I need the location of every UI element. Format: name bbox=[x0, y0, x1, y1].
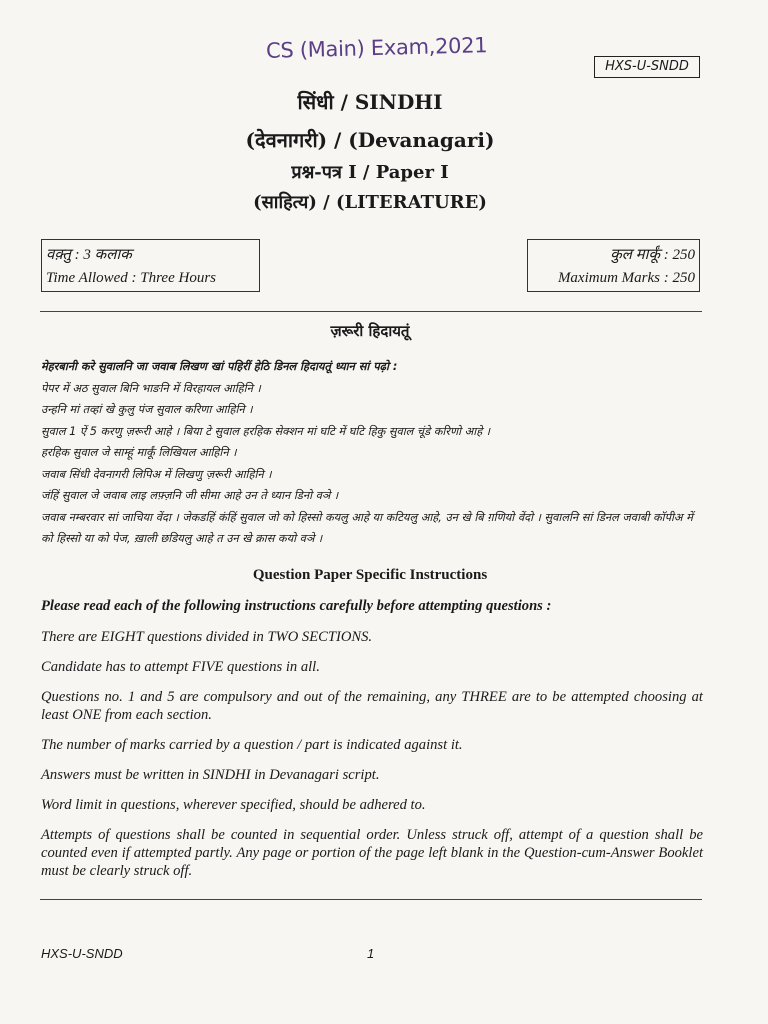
footer-paper-code: HXS-U-SNDD bbox=[41, 946, 123, 961]
english-instruction-item: Candidate has to attempt FIVE questions in all. bbox=[41, 659, 320, 675]
english-instructions bbox=[41, 597, 703, 892]
exam-stamp: CS (Main) Exam,2021 bbox=[265, 33, 488, 63]
page-number: 1 bbox=[367, 946, 375, 961]
english-instruction-item: Attempts of questions shall be counted in sequential order. Unless struck off, attempt of a question shall be counted even if attempted partly. Any page or portion of the page left blank in the Question-cum-Answer Booklet must be clearly struck off. bbox=[41, 827, 703, 879]
sindhi-instruction-line: पेपर में अठ सुवाल बिनि भाङनि में विरहायल आहिनि । bbox=[41, 381, 261, 395]
marks-hindi: कुल मार्कूं : 250 bbox=[610, 247, 695, 263]
sindhi-instruction-line: सुवाल 1 ऐं 5 करणु ज़रूरी आहे । बिया टे सुवाल हरहिक सेक्शन मां घटि में घटि हिकु सुवाल चूंडे करिणो आहे । bbox=[41, 424, 491, 438]
sindhi-instructions-heading: ज़रूरी हिदायतूं bbox=[330, 322, 410, 340]
sindhi-instruction-line: हरहिक सुवाल जे साम्हूं मार्कूं लिखियल आहिनि । bbox=[41, 446, 237, 459]
subject-title: सिंधी / SINDHI bbox=[297, 90, 443, 114]
sindhi-instruction-line: मेहरबानी करे सुवालनि जा जवाब लिखण खां पहिरीं हेठि डिनल हिदायतूं ध्यान सां पढ़ो : bbox=[41, 360, 398, 373]
english-instruction-item: Questions no. 1 and 5 are compulsory and out of the remaining, any THREE are to be attempted choosing at least ONE from each section. bbox=[41, 689, 703, 723]
english-instruction-item: The number of marks carried by a question / part is indicated against it. bbox=[41, 737, 463, 753]
english-instruction-item: Answers must be written in SINDHI in Devanagari script. bbox=[41, 767, 380, 783]
english-instruction-item: There are EIGHT questions divided in TWO SECTIONS. bbox=[41, 629, 373, 645]
sindhi-instruction-line: जवाब सिंधी देवनागरी लिपिअ में लिखणु ज़रूरी आहिनि । bbox=[41, 467, 272, 481]
sindhi-instruction-line: जंहिं सुवाल जे जवाब लाइ लफ़्ज़नि जी सीमा आहे उन ते ध्यान डिनो वञे । bbox=[41, 489, 339, 502]
time-hindi: वक़्तु : 3 कलाक bbox=[46, 247, 132, 263]
time-english: Time Allowed : Three Hours bbox=[46, 270, 217, 286]
english-instruction-item: Word limit in questions, wherever specified, should be adhered to. bbox=[41, 797, 426, 813]
bottom-divider bbox=[40, 899, 702, 900]
top-divider bbox=[40, 311, 702, 312]
script-title: (देवनागरी) / (Devanagari) bbox=[245, 128, 495, 152]
max-marks-box bbox=[527, 239, 700, 292]
marks-english: Maximum Marks : 250 bbox=[557, 270, 695, 286]
section-title: (साहित्य) / (LITERATURE) bbox=[253, 192, 487, 213]
time-allowed-box bbox=[41, 239, 260, 292]
sindhi-instructions bbox=[41, 356, 705, 550]
english-instructions-heading: Question Paper Specific Instructions bbox=[252, 567, 488, 583]
paper-code-box: HXS-U-SNDD bbox=[594, 56, 700, 78]
paper-title: प्रश्न-पत्र I / Paper I bbox=[291, 162, 449, 183]
sindhi-instruction-line: जवाब नम्बरवार सां जाचिया वेंदा । जेकडहिं कंहिं सुवाल जो को हिस्सो कयलु आहे या कटियलु आहे, उन खे बि ग़णियो वेंदो । सुवालनि सां डिनल जवाबी कॉपीअ में को हिस्सो या को पेज, ख़ाली छडियलु आहे त उन खे क्रास कयो वञे । bbox=[41, 510, 693, 545]
english-instructions-intro: Please read each of the following instructions carefully before attempting questions : bbox=[41, 598, 552, 614]
sindhi-instruction-line: उन्हनि मां तव्हां खे कुलु पंज सुवाल करिणा आहिनि । bbox=[41, 403, 253, 416]
